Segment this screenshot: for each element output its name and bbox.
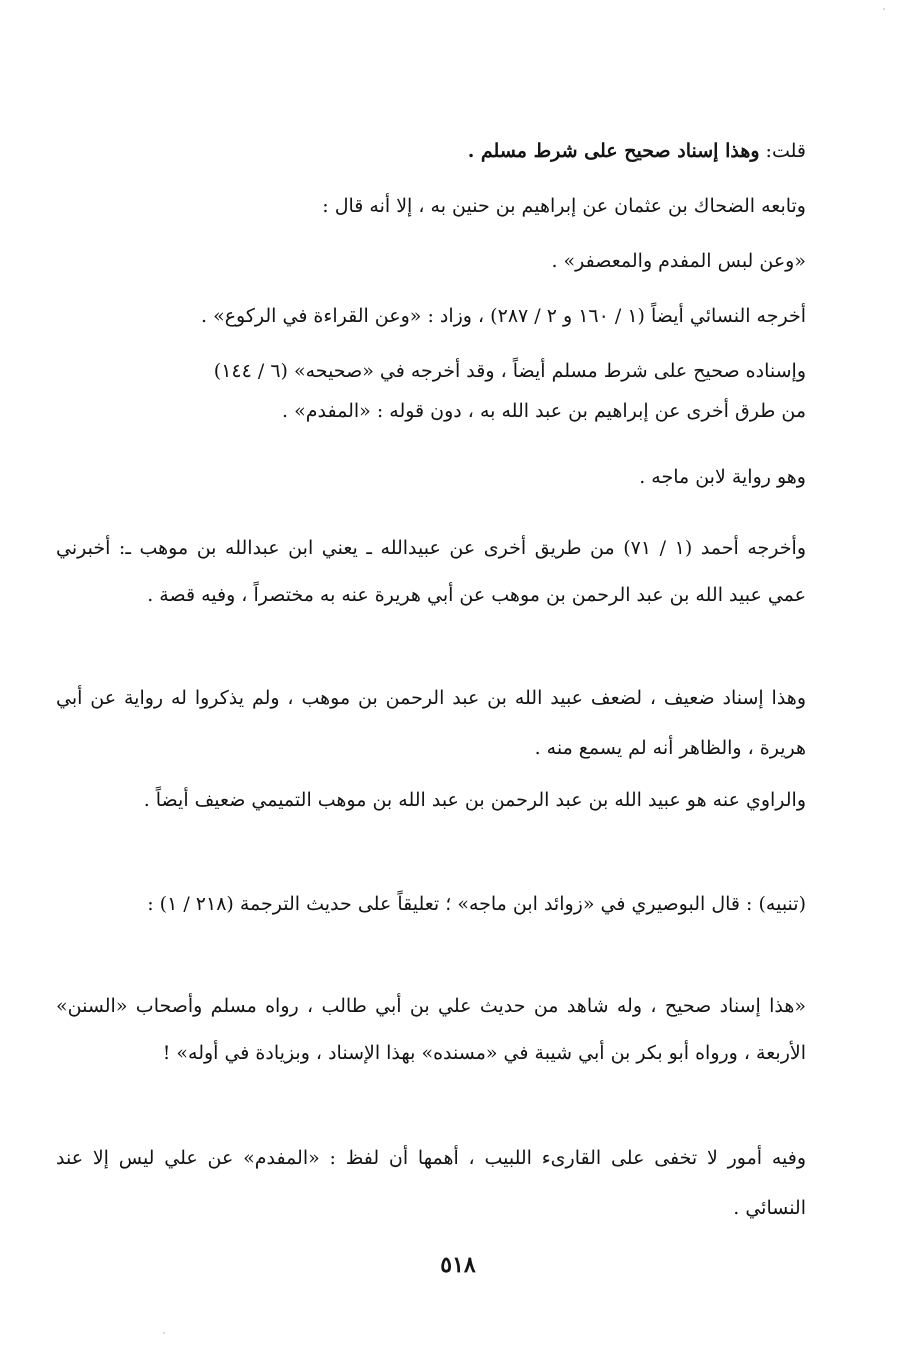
paragraph-text: وهذا إسناد صحيح على شرط مسلم . <box>467 140 760 162</box>
paragraph-2: وتابعه الضحاك بن عثمان عن إبراهيم بن حنين به ، إلا أنه قال : <box>322 195 806 217</box>
paragraph-10: (تنبيه) : قال البوصيري في «زوائد ابن ماجه» ؛ تعليقاً على حديث الترجمة (٢١٨ / ١) : <box>147 893 806 915</box>
paragraph-7: وأخرجه أحمد (١ / ٧١) من طريق أخرى عن عبيدالله ـ يعني ابن عبدالله بن موهب ـ: أخبرني عمي عبيد الله بن عبد الرحمن بن موهب عن أبي هريرة عنه به مختصراً ، وفيه قصة . <box>56 537 806 606</box>
paragraph-lead: قلت: <box>759 140 806 162</box>
paragraph-11: «هذا إسناد صحيح ، وله شاهد من حديث علي بن أبي طالب ، رواه مسلم وأصحاب «السنن» الأربعة ، ورواه أبو بكر بن أبي شيبة في «مسنده» بهذا الإسناد ، وبزيادة في أوله» ! <box>56 995 806 1064</box>
paragraph-8: وهذا إسناد ضعيف ، لضعف عبيد الله بن عبد الرحمن بن موهب ، ولم يذكروا له رواية عن أبي هريرة ، والظاهر أنه لم يسمع منه . <box>56 687 806 759</box>
scan-speck <box>163 1332 165 1334</box>
scan-speck <box>883 8 885 10</box>
paragraph-1 <box>56 134 806 168</box>
paragraph-5 <box>56 354 806 428</box>
paragraph-9: والراوي عنه هو عبيد الله بن عبد الرحمن بن عبد الله بن موهب التميمي ضعيف أيضاً . <box>143 789 806 811</box>
paragraph-12: وفيه أمور لا تخفى على القارىء اللبيب ، أهمها أن لفظ : «المفدم» عن علي ليس إلا عند النسائي . <box>56 1147 807 1219</box>
page-number: ٥١٨ <box>440 1252 476 1278</box>
paragraph-line: وإسناده صحيح على شرط مسلم أيضاً ، وقد أخرجه في «صحيحه» (٦ / ١٤٤) <box>213 360 806 382</box>
paragraph-6: وهو رواية لابن ماجه . <box>639 466 806 488</box>
paragraph-4: أخرجه النسائي أيضاً (١ / ١٦٠ و ٢ / ٢٨٧) ، وزاد : «وعن القراءة في الركوع» . <box>200 305 806 327</box>
paragraph-3: «وعن لبس المفدم والمعصفر» . <box>551 250 806 272</box>
paragraph-line: من طرق أخرى عن إبراهيم بن عبد الله به ، دون قوله : «المفدم» . <box>282 400 806 422</box>
